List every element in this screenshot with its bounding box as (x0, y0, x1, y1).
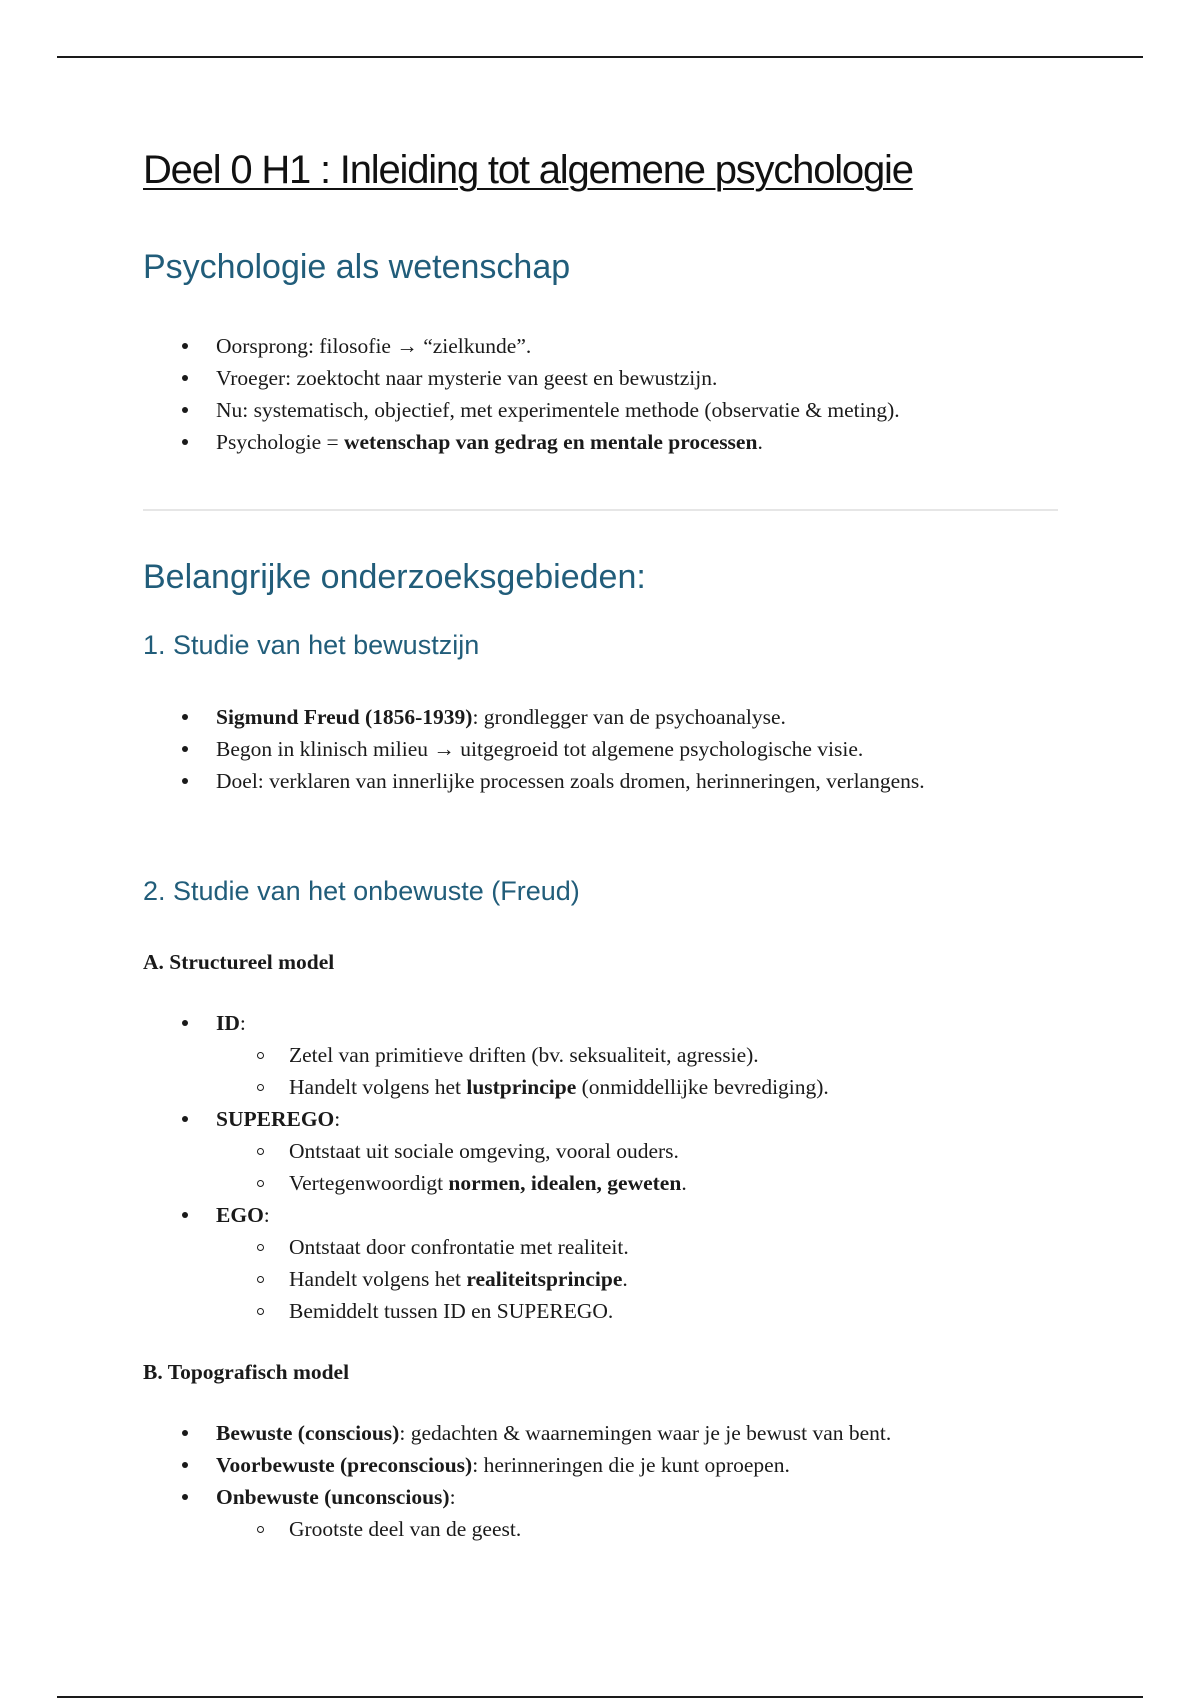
list-item: Nu: systematisch, objectief, met experimentele methode (observatie & meting). (143, 394, 900, 426)
list-item-text: . (757, 430, 763, 454)
section-heading-psychologie: Psychologie als wetenschap (143, 248, 571, 286)
sub-list-item (216, 1167, 829, 1199)
list-item-id (143, 1007, 829, 1103)
list-item-text: Psychologie = (216, 430, 344, 454)
sub-list-item: Bemiddelt tussen ID en SUPEREGO. (216, 1295, 829, 1327)
list-item-ego (143, 1199, 829, 1327)
bold-term: Bewuste (conscious) (216, 1421, 400, 1445)
bold-term: EGO (216, 1203, 264, 1227)
sub-list (216, 1513, 891, 1545)
list-item: Vroeger: zoektocht naar mysterie van geest en bewustzijn. (143, 362, 900, 394)
subsection-heading-onbewuste: 2. Studie van het onbewuste (Freud) (143, 876, 580, 906)
list-item-text: : herinneringen die je kunt oproepen. (472, 1453, 790, 1477)
list-item (143, 1417, 891, 1449)
list-item-text: . (622, 1267, 628, 1291)
list-item-text: : gedachten & waarnemingen waar je je bewust van bent. (399, 1421, 892, 1445)
sub-list-item (216, 1263, 829, 1295)
sub-list (216, 1039, 829, 1103)
list-item-text: Handelt volgens het (289, 1075, 467, 1099)
section2-sub1-bullet-list (143, 701, 925, 797)
model-heading-topografisch: B. Topografisch model (143, 1360, 350, 1384)
list-item-text: : (334, 1107, 341, 1131)
list-item-text: Handelt volgens het (289, 1267, 467, 1291)
sub-list (216, 1135, 829, 1199)
list-item-text: : grondlegger van de psychoanalyse. (472, 705, 786, 729)
list-item-superego (143, 1103, 829, 1199)
topografisch-model-list (143, 1417, 891, 1545)
list-item (143, 426, 900, 458)
bold-term: realiteitsprincipe (466, 1267, 623, 1291)
horizontal-divider (143, 509, 1058, 511)
section1-bullet-list (143, 330, 900, 458)
sub-list-item: Ontstaat uit sociale omgeving, vooral ouders. (216, 1135, 829, 1167)
bold-term: normen, idealen, geweten (448, 1171, 682, 1195)
model-heading-structureel: A. Structureel model (143, 950, 335, 974)
list-item: Begon in klinisch milieu → uitgegroeid tot algemene psychologische visie. (143, 733, 925, 765)
section-heading-onderzoeksgebieden: Belangrijke onderzoeksgebieden: (143, 558, 646, 596)
structureel-model-list (143, 1007, 829, 1327)
list-item (143, 1449, 891, 1481)
bold-term: Onbewuste (unconscious) (216, 1485, 450, 1509)
sub-list-item: Grootste deel van de geest. (216, 1513, 891, 1545)
list-item: Doel: verklaren van innerlijke processen zoals dromen, herinneringen, verlangens. (143, 765, 925, 797)
top-rule (57, 56, 1143, 58)
bold-term: Voorbewuste (preconscious) (216, 1453, 473, 1477)
list-item-text: : (263, 1203, 270, 1227)
list-item: Oorsprong: filosofie → “zielkunde”. (143, 330, 900, 362)
list-item-text: : (449, 1485, 456, 1509)
bold-term: Sigmund Freud (1856-1939) (216, 705, 473, 729)
sub-list-item (216, 1071, 829, 1103)
bold-term: ID (216, 1011, 240, 1035)
list-item (143, 1481, 891, 1545)
page-title: Deel 0 H1 : Inleiding tot algemene psychologie (143, 148, 913, 192)
list-item-text: Vertegenwoordigt (289, 1171, 449, 1195)
sub-list (216, 1231, 829, 1327)
list-item-text: (onmiddellijke bevrediging). (576, 1075, 829, 1099)
subsection-heading-bewustzijn: 1. Studie van het bewustzijn (143, 630, 480, 660)
list-item-text: : (239, 1011, 246, 1035)
list-item (143, 701, 925, 733)
bold-term: wetenschap van gedrag en mentale processen (343, 430, 758, 454)
list-item-text: . (681, 1171, 687, 1195)
bold-term: lustprincipe (466, 1075, 577, 1099)
sub-list-item: Ontstaat door confrontatie met realiteit. (216, 1231, 829, 1263)
bold-term: SUPEREGO (216, 1107, 335, 1131)
bottom-rule (57, 1696, 1143, 1698)
sub-list-item: Zetel van primitieve driften (bv. seksualiteit, agressie). (216, 1039, 829, 1071)
